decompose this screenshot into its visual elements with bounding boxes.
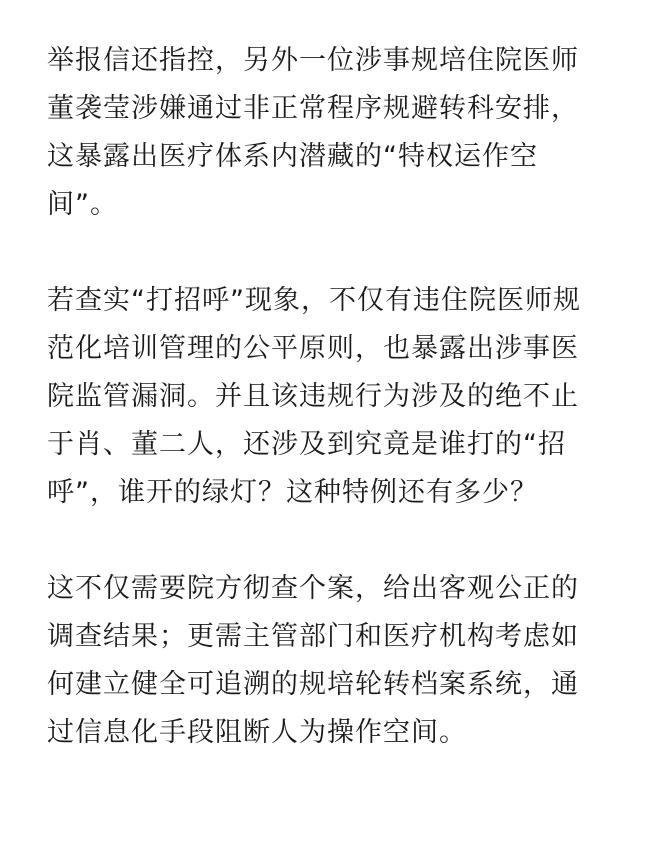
- paragraph-2: [47, 277, 627, 517]
- text-line: 若查实“打招呼”现象，不仅有违住院医师规: [47, 285, 581, 316]
- text-line: 调查结果；更需主管部门和医疗机构考虑如: [47, 621, 579, 652]
- text-line: 过信息化手段阻断人为操作空间。: [47, 717, 467, 748]
- text-line: 何建立健全可追溯的规培轮转档案系统，通: [47, 669, 579, 700]
- paragraph-3: [47, 565, 627, 757]
- paragraph-1: [47, 37, 627, 229]
- text-line: 间”。: [47, 189, 118, 220]
- text-line: 这暴露出医疗体系内潜藏的“特权运作空: [47, 141, 538, 172]
- text-line: 呼”，谁开的绿灯？这种特例还有多少？: [47, 477, 538, 508]
- text-line: 举报信还指控，另外一位涉事规培住院医师: [47, 45, 579, 76]
- text-line: 院监管漏洞。并且该违规行为涉及的绝不止: [47, 381, 579, 412]
- article-body: [47, 37, 627, 757]
- text-line: 董袭莹涉嫌通过非正常程序规避转科安排，: [47, 93, 579, 124]
- text-line: 这不仅需要院方彻查个案，给出客观公正的: [47, 573, 579, 604]
- text-line: 于肖、董二人，还涉及到究竟是谁打的“招: [47, 429, 566, 460]
- text-line: 范化培训管理的公平原则，也暴露出涉事医: [47, 333, 579, 364]
